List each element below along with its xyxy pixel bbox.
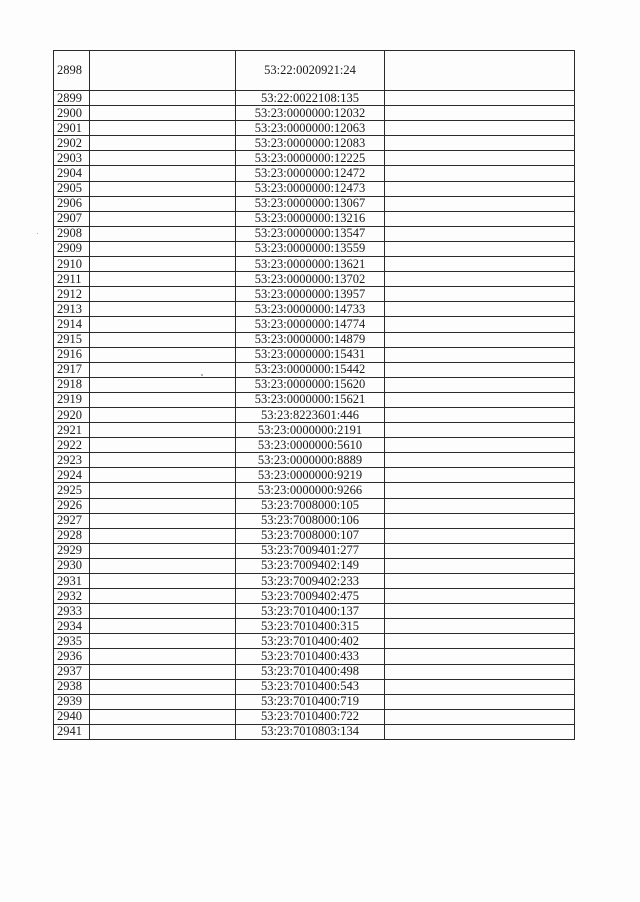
empty-cell	[90, 181, 236, 196]
table-row	[54, 241, 575, 256]
empty-cell	[385, 634, 575, 649]
empty-cell	[90, 528, 236, 543]
row-number-cell: 2928	[54, 528, 90, 543]
empty-cell	[385, 498, 575, 513]
table-row	[54, 724, 575, 739]
row-number-cell: 2922	[54, 438, 90, 453]
table-row	[54, 709, 575, 724]
table-row	[54, 91, 575, 106]
table-row	[54, 468, 575, 483]
cadastral-number-cell: 53:23:0000000:13547	[236, 226, 385, 241]
cadastral-number-cell: 53:22:0022108:135	[236, 91, 385, 106]
row-number-cell: 2903	[54, 151, 90, 166]
empty-cell	[385, 619, 575, 634]
row-number-cell: 2924	[54, 468, 90, 483]
cadastral-table	[53, 50, 575, 740]
empty-cell	[385, 392, 575, 407]
table-row	[54, 483, 575, 498]
table-row	[54, 589, 575, 604]
row-number-cell: 2933	[54, 604, 90, 619]
table-row	[54, 121, 575, 136]
table-row	[54, 166, 575, 181]
empty-cell	[90, 302, 236, 317]
cadastral-number-cell: 53:23:0000000:14879	[236, 332, 385, 347]
table-body	[54, 51, 575, 740]
cadastral-number-cell: 53:23:7010400:402	[236, 634, 385, 649]
empty-cell	[90, 121, 236, 136]
empty-cell	[90, 694, 236, 709]
empty-cell	[385, 181, 575, 196]
row-number-cell: 2901	[54, 121, 90, 136]
row-number-cell: 2941	[54, 724, 90, 739]
row-number-cell: 2900	[54, 106, 90, 121]
cadastral-number-cell: 53:23:8223601:446	[236, 407, 385, 422]
table-row	[54, 453, 575, 468]
row-number-cell: 2914	[54, 317, 90, 332]
empty-cell	[90, 136, 236, 151]
empty-cell	[90, 272, 236, 287]
table-row	[54, 317, 575, 332]
row-number-cell: 2899	[54, 91, 90, 106]
cadastral-number-cell: 53:23:0000000:13957	[236, 287, 385, 302]
empty-cell	[90, 574, 236, 589]
row-number-cell: 2939	[54, 694, 90, 709]
empty-cell	[385, 468, 575, 483]
empty-cell	[385, 121, 575, 136]
empty-cell	[90, 151, 236, 166]
table-row	[54, 558, 575, 573]
table-row	[54, 362, 575, 377]
empty-cell	[90, 634, 236, 649]
cadastral-number-cell: 53:23:7010400:498	[236, 664, 385, 679]
table-row	[54, 438, 575, 453]
empty-cell	[385, 257, 575, 272]
table-row	[54, 136, 575, 151]
empty-cell	[90, 51, 236, 91]
empty-cell	[385, 453, 575, 468]
empty-cell	[385, 528, 575, 543]
row-number-cell: 2908	[54, 226, 90, 241]
empty-cell	[90, 619, 236, 634]
empty-cell	[90, 498, 236, 513]
cadastral-number-cell: 53:23:0000000:14733	[236, 302, 385, 317]
empty-cell	[385, 272, 575, 287]
empty-cell	[90, 543, 236, 558]
table-row	[54, 543, 575, 558]
cadastral-number-cell: 53:23:0000000:12063	[236, 121, 385, 136]
empty-cell	[385, 362, 575, 377]
row-number-cell: 2929	[54, 543, 90, 558]
empty-cell	[90, 257, 236, 272]
empty-cell	[385, 332, 575, 347]
cadastral-number-cell: 53:23:7009402:149	[236, 558, 385, 573]
cadastral-number-cell: 53:23:0000000:15442	[236, 362, 385, 377]
empty-cell	[90, 453, 236, 468]
row-number-cell: 2910	[54, 257, 90, 272]
table-row	[54, 226, 575, 241]
empty-cell	[90, 241, 236, 256]
empty-cell	[385, 513, 575, 528]
empty-cell	[90, 317, 236, 332]
empty-cell	[385, 407, 575, 422]
empty-cell	[385, 709, 575, 724]
empty-cell	[90, 392, 236, 407]
empty-cell	[385, 91, 575, 106]
table-row	[54, 287, 575, 302]
empty-cell	[385, 151, 575, 166]
empty-cell	[90, 332, 236, 347]
empty-cell	[90, 407, 236, 422]
table-row	[54, 211, 575, 226]
row-number-cell: 2932	[54, 589, 90, 604]
table-row	[54, 634, 575, 649]
row-number-cell: 2913	[54, 302, 90, 317]
empty-cell	[385, 438, 575, 453]
cadastral-number-cell: 53:23:0000000:15620	[236, 377, 385, 392]
empty-cell	[385, 483, 575, 498]
empty-cell	[385, 574, 575, 589]
empty-cell	[90, 558, 236, 573]
cadastral-number-cell: 53:23:0000000:13216	[236, 211, 385, 226]
row-number-cell: 2935	[54, 634, 90, 649]
row-number-cell: 2937	[54, 664, 90, 679]
empty-cell	[385, 196, 575, 211]
row-number-cell: 2909	[54, 241, 90, 256]
empty-cell	[385, 694, 575, 709]
empty-cell	[90, 91, 236, 106]
cadastral-number-cell: 53:23:7008000:105	[236, 498, 385, 513]
empty-cell	[385, 589, 575, 604]
cadastral-number-cell: 53:23:0000000:12225	[236, 151, 385, 166]
empty-cell	[90, 226, 236, 241]
empty-cell	[385, 241, 575, 256]
row-number-cell: 2938	[54, 679, 90, 694]
cadastral-number-cell: 53:23:7010400:433	[236, 649, 385, 664]
empty-cell	[90, 679, 236, 694]
table-row	[54, 332, 575, 347]
cadastral-number-cell: 53:23:7008000:106	[236, 513, 385, 528]
row-number-cell: 2907	[54, 211, 90, 226]
table-row	[54, 423, 575, 438]
row-number-cell: 2918	[54, 377, 90, 392]
row-number-cell: 2911	[54, 272, 90, 287]
row-number-cell: 2921	[54, 423, 90, 438]
cadastral-number-cell: 53:23:0000000:12473	[236, 181, 385, 196]
row-number-cell: 2934	[54, 619, 90, 634]
empty-cell	[385, 106, 575, 121]
empty-cell	[385, 724, 575, 739]
empty-cell	[90, 106, 236, 121]
cadastral-number-cell: 53:23:0000000:2191	[236, 423, 385, 438]
table-row	[54, 528, 575, 543]
cadastral-number-cell: 53:23:0000000:12472	[236, 166, 385, 181]
empty-cell	[385, 558, 575, 573]
scan-speck	[201, 374, 203, 376]
row-number-cell: 2898	[54, 51, 90, 91]
table-row	[54, 694, 575, 709]
table-row	[54, 407, 575, 422]
row-number-cell: 2912	[54, 287, 90, 302]
cadastral-number-cell: 53:23:0000000:15431	[236, 347, 385, 362]
table-row	[54, 302, 575, 317]
empty-cell	[90, 377, 236, 392]
table-row	[54, 513, 575, 528]
table-row	[54, 377, 575, 392]
empty-cell	[90, 604, 236, 619]
row-number-cell: 2936	[54, 649, 90, 664]
table-row	[54, 347, 575, 362]
empty-cell	[90, 211, 236, 226]
row-number-cell: 2925	[54, 483, 90, 498]
row-number-cell: 2919	[54, 392, 90, 407]
row-number-cell: 2905	[54, 181, 90, 196]
scan-speck	[37, 233, 38, 234]
empty-cell	[385, 347, 575, 362]
table-row	[54, 649, 575, 664]
cadastral-number-cell: 53:23:0000000:14774	[236, 317, 385, 332]
table-row	[54, 679, 575, 694]
cadastral-number-cell: 53:23:7010400:543	[236, 679, 385, 694]
cadastral-number-cell: 53:23:0000000:5610	[236, 438, 385, 453]
row-number-cell: 2917	[54, 362, 90, 377]
cadastral-number-cell: 53:23:7009402:475	[236, 589, 385, 604]
empty-cell	[90, 664, 236, 679]
table-row	[54, 498, 575, 513]
cadastral-number-cell: 53:23:7009401:277	[236, 543, 385, 558]
empty-cell	[90, 724, 236, 739]
empty-cell	[90, 347, 236, 362]
empty-cell	[385, 211, 575, 226]
cadastral-number-cell: 53:23:0000000:13067	[236, 196, 385, 211]
cadastral-number-cell: 53:23:7010400:137	[236, 604, 385, 619]
cadastral-number-cell: 53:23:7010400:722	[236, 709, 385, 724]
empty-cell	[90, 589, 236, 604]
table-row	[54, 181, 575, 196]
table-row	[54, 664, 575, 679]
row-number-cell: 2940	[54, 709, 90, 724]
empty-cell	[90, 709, 236, 724]
table-row	[54, 272, 575, 287]
empty-cell	[385, 649, 575, 664]
empty-cell	[385, 166, 575, 181]
table-row	[54, 392, 575, 407]
empty-cell	[385, 423, 575, 438]
cadastral-number-cell: 53:22:0020921:24	[236, 51, 385, 91]
cadastral-number-cell: 53:23:7010803:134	[236, 724, 385, 739]
empty-cell	[385, 543, 575, 558]
row-number-cell: 2926	[54, 498, 90, 513]
cadastral-number-cell: 53:23:7010400:315	[236, 619, 385, 634]
cadastral-number-cell: 53:23:0000000:9219	[236, 468, 385, 483]
empty-cell	[90, 649, 236, 664]
row-number-cell: 2927	[54, 513, 90, 528]
cadastral-number-cell: 53:23:0000000:13702	[236, 272, 385, 287]
empty-cell	[385, 287, 575, 302]
empty-cell	[385, 604, 575, 619]
empty-cell	[385, 317, 575, 332]
row-number-cell: 2923	[54, 453, 90, 468]
cadastral-number-cell: 53:23:7010400:719	[236, 694, 385, 709]
cadastral-number-cell: 53:23:0000000:15621	[236, 392, 385, 407]
cadastral-number-cell: 53:23:0000000:13559	[236, 241, 385, 256]
empty-cell	[385, 226, 575, 241]
cadastral-number-cell: 53:23:0000000:13621	[236, 257, 385, 272]
table-row	[54, 151, 575, 166]
table-row	[54, 574, 575, 589]
table-row	[54, 619, 575, 634]
empty-cell	[90, 362, 236, 377]
row-number-cell: 2931	[54, 574, 90, 589]
table-row	[54, 604, 575, 619]
cadastral-number-cell: 53:23:0000000:12083	[236, 136, 385, 151]
empty-cell	[90, 287, 236, 302]
row-number-cell: 2916	[54, 347, 90, 362]
empty-cell	[90, 513, 236, 528]
empty-cell	[385, 136, 575, 151]
row-number-cell: 2920	[54, 407, 90, 422]
row-number-cell: 2906	[54, 196, 90, 211]
empty-cell	[385, 51, 575, 91]
empty-cell	[90, 468, 236, 483]
table-row	[54, 196, 575, 211]
cadastral-number-cell: 53:23:0000000:12032	[236, 106, 385, 121]
empty-cell	[385, 377, 575, 392]
row-number-cell: 2902	[54, 136, 90, 151]
empty-cell	[90, 166, 236, 181]
empty-cell	[385, 679, 575, 694]
cadastral-number-cell: 53:23:0000000:8889	[236, 453, 385, 468]
empty-cell	[90, 196, 236, 211]
row-number-cell: 2915	[54, 332, 90, 347]
empty-cell	[385, 664, 575, 679]
row-number-cell: 2904	[54, 166, 90, 181]
empty-cell	[90, 483, 236, 498]
table-row	[54, 257, 575, 272]
empty-cell	[90, 438, 236, 453]
empty-cell	[90, 423, 236, 438]
table-row	[54, 51, 575, 91]
cadastral-number-cell: 53:23:7008000:107	[236, 528, 385, 543]
empty-cell	[385, 302, 575, 317]
cadastral-number-cell: 53:23:7009402:233	[236, 574, 385, 589]
table-row	[54, 106, 575, 121]
cadastral-number-cell: 53:23:0000000:9266	[236, 483, 385, 498]
row-number-cell: 2930	[54, 558, 90, 573]
